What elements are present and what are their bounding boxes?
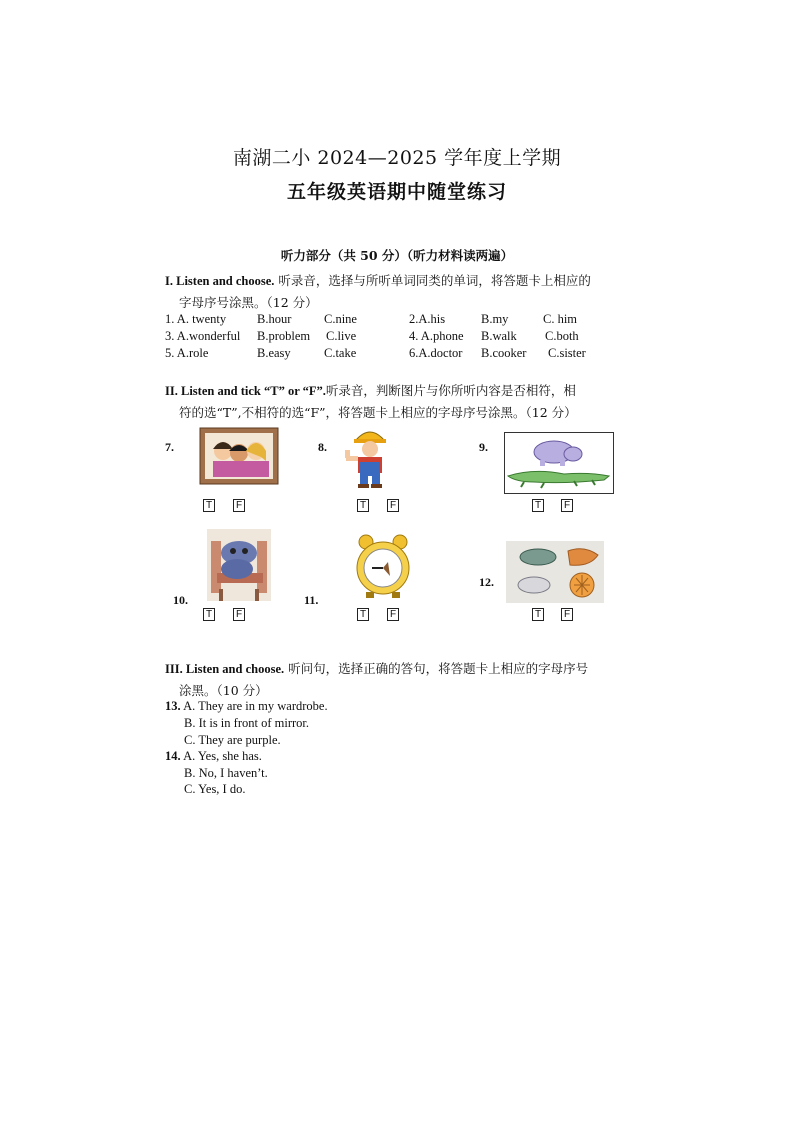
item-10-number: 10.: [173, 593, 188, 607]
q4-option-a: 4. A.phone: [409, 329, 464, 343]
item-8-false-box[interactable]: F: [387, 499, 399, 512]
q3-option-b: B.problem: [257, 329, 311, 343]
family-photo-picture: [199, 427, 279, 485]
q14-option-b: B. No, I haven’t.: [184, 766, 268, 780]
section-1-instructions: [165, 270, 620, 313]
q3-option-a: 3. A.wonderful: [165, 329, 241, 343]
item-7-number: 7.: [165, 440, 174, 454]
item-12-number: 12.: [479, 575, 494, 589]
q2-option-c: C. him: [543, 312, 578, 326]
q14-number: 14.: [165, 749, 181, 763]
section-3-label: III. Listen and choose.: [165, 662, 285, 676]
item-11-true-box[interactable]: T: [357, 608, 369, 621]
section-3-instr-a: 听问句，选择正确的答句，将答题卡上相应的字母序号: [284, 661, 589, 676]
q1-option-c: C.nine: [324, 312, 357, 326]
item-9-true-box[interactable]: T: [532, 499, 544, 512]
item-8-true-box[interactable]: T: [357, 499, 369, 512]
q5-option-c: C.take: [324, 346, 357, 360]
item-12-false-box[interactable]: F: [561, 608, 573, 621]
item-7-false-box[interactable]: F: [233, 499, 245, 512]
section-2-label: II. Listen and tick “T” or “F”.: [165, 384, 326, 398]
q14-a-text: A. Yes, she has.: [183, 749, 262, 763]
listening-heading: 听力部分（共 50 分）（听力材料读两遍）: [280, 248, 514, 263]
section-1-instr-a: 听录音，选择与所听单词同类的单词，将答题卡上相应的: [274, 273, 591, 288]
q3-option-c: C.live: [326, 329, 357, 343]
q14-option-a: [165, 749, 262, 764]
item-9-false-box[interactable]: F: [561, 499, 573, 512]
item-8-number: 8.: [318, 440, 327, 454]
item-9-number: 9.: [479, 440, 488, 454]
section-2-instructions: [165, 380, 620, 423]
q4-option-b: B.walk: [481, 329, 517, 343]
q13-number: 13.: [165, 699, 181, 713]
item-12-true-box[interactable]: T: [532, 608, 544, 621]
section-2-instr-a: 听录音，判断图片与你所听内容是否相符，相: [325, 383, 576, 398]
q5-option-a: 5. A.role: [165, 346, 209, 360]
q13-option-b: B. It is in front of mirror.: [184, 716, 309, 730]
section-3-instructions: [165, 658, 620, 701]
q1-option-a: 1. A. twenty: [165, 312, 227, 326]
section-2-instr-b: 符的选“T”,不相符的选“F”，将答题卡上相应的字母序号涂黑。（12 分）: [179, 405, 577, 420]
exam-subtitle: 五年级英语期中随堂练习: [286, 181, 507, 203]
chair-picture: [207, 529, 271, 601]
worker-picture: [340, 426, 398, 488]
hippo-crocodile-picture: [504, 432, 614, 494]
clock-picture: [352, 532, 414, 600]
item-10-true-box[interactable]: T: [203, 608, 215, 621]
q1-option-b: B.hour: [257, 312, 292, 326]
shells-picture: [506, 541, 604, 603]
exam-title: 南湖二小 2024—2025 学年度上学期: [232, 147, 562, 169]
section-1-instr-b: 字母序号涂黑。（12 分）: [179, 295, 318, 310]
item-10-false-box[interactable]: F: [233, 608, 245, 621]
section-3-instr-b: 涂黑。（10 分）: [179, 683, 268, 698]
q13-option-a: [165, 699, 328, 714]
q13-option-c: C. They are purple.: [184, 733, 281, 747]
q4-option-c: C.both: [545, 329, 579, 343]
item-11-number: 11.: [304, 593, 319, 607]
q6-option-c: C.sister: [548, 346, 586, 360]
q14-option-c: C. Yes, I do.: [184, 782, 246, 796]
section-1-label: I. Listen and choose.: [165, 274, 275, 288]
q2-option-b: B.my: [481, 312, 509, 326]
q13-a-text: A. They are in my wardrobe.: [183, 699, 328, 713]
item-7-true-box[interactable]: T: [203, 499, 215, 512]
q6-option-a: 6.A.doctor: [409, 346, 463, 360]
item-11-false-box[interactable]: F: [387, 608, 399, 621]
q2-option-a: 2.A.his: [409, 312, 446, 326]
q5-option-b: B.easy: [257, 346, 291, 360]
q6-option-b: B.cooker: [481, 346, 527, 360]
